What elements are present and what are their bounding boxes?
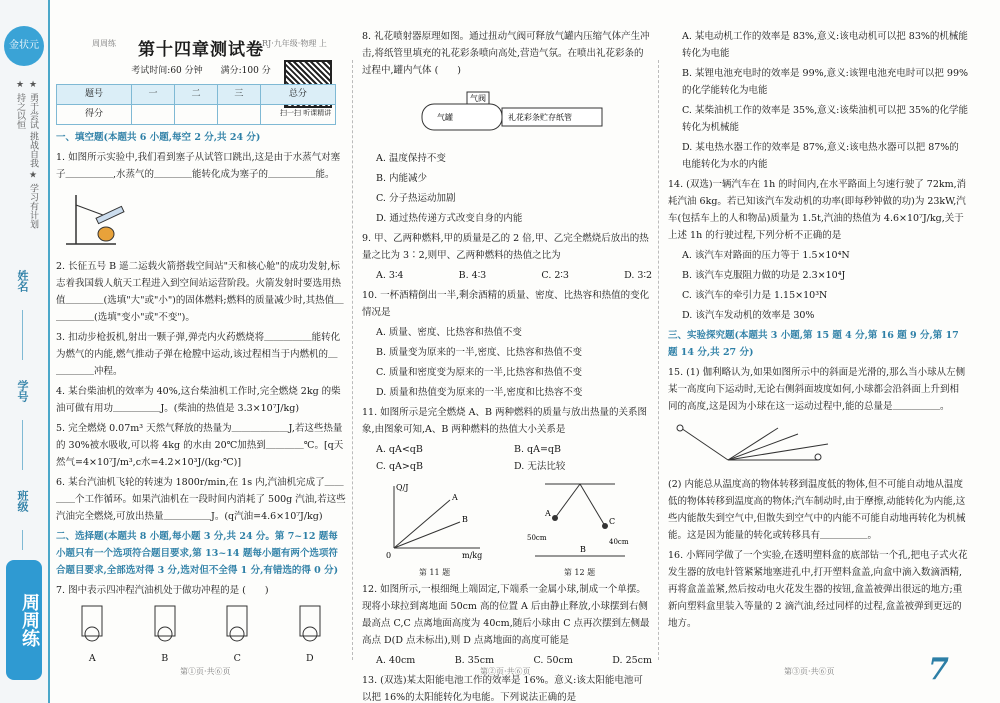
engine-label: D [305, 653, 314, 664]
fig11-caption: 第 11 题 [418, 568, 451, 577]
question-16: 16. 小辉同学做了一个实验,在透明塑料盒的底部钻一个孔,把电子式火花发生器的放电针管紧紧地塞进孔中,打开塑料盒盖,向盒中滴入数滴酒精,再将盒盖盖紧,然后按动电火花发生器的按钮,盒盖被弹出很远的地方;重新向塑料盒里装入等量的 2 滴汽油,经过同样的过程,盒盖被弹到更远的地方。 [668, 550, 968, 629]
score-row-label: 得分 [57, 105, 132, 125]
engine-option[interactable] [145, 602, 185, 667]
figure-captions [362, 564, 652, 581]
question-7 [56, 582, 346, 599]
q9-option[interactable]: D. 3∶2 [624, 270, 652, 281]
page-number: 7 [928, 652, 949, 687]
q12-option[interactable]: A. 40cm [376, 655, 416, 666]
q8-option-b[interactable]: B. 内能减少 [376, 173, 428, 184]
q11-option[interactable]: C. qA>qB [376, 461, 423, 472]
q9-option[interactable]: A. 3∶4 [376, 270, 404, 281]
q10-option-b[interactable]: B. 质量变为原来的一半,密度、比热容和热值不变 [376, 347, 583, 358]
q14-option-d[interactable]: D. 该汽车发动机的效率是 30% [682, 310, 815, 321]
question-13: 13. (双选)某太阳能电池工作的效率是 16%。意义:该太阳能电池可以把 16%的太阳能转化为电能。下列说法正确的是 [362, 675, 643, 703]
question-6: 6. 某台汽油机飞轮的转速为 1800r/min,在 1s 内,汽油机完成了＿＿＿＿个工作循环。如果汽油机在一段时间内消耗了 500g 汽油,若这些汽油完全燃烧,可放出热量＿＿＿＿＿J。(q汽油=4.6×10⁷J/kg) [56, 477, 346, 522]
q12-figure [525, 478, 635, 564]
question-1: 1. 如图所示实验中,我们看到塞子从试管口跳出,这是由于水蒸气对塞子＿＿＿＿＿,水蒸气的＿＿＿＿能转化成为塞子的＿＿＿＿＿能。 [56, 152, 341, 180]
question-2: 2. 长征五号 B 遥二运载火箭搭载空间站"天和核心舱"的成功发射,标志着我国载人航天工程进入到空间站运营阶段。火箭发射时要选用热值＿＿＿＿(选填"大"或"小")的固体燃料;燃料的质量减少时,其热值＿＿＿＿＿(选填"变小"或"不变")。 [56, 261, 344, 323]
q8-option-c[interactable]: C. 分子热运动加剧 [376, 193, 456, 204]
q11-figure [380, 478, 490, 564]
q13-option-a[interactable]: A. 某电动机工作的效率是 83%,意义:该电动机可以把 83%的机械能转化为电能 [682, 31, 968, 59]
q11-option[interactable]: B. qA=qB [514, 444, 561, 455]
engine-option[interactable] [217, 602, 257, 667]
q12-option[interactable]: B. 35cm [454, 655, 495, 666]
question-5: 5. 完全燃烧 0.07m³ 天然气释放的热量为＿＿＿＿＿＿J,若这些热量的 30%被水吸收,可以将 4kg 的水由 20℃加热到＿＿＿＿℃。[q天然气=4×10⁷J/m³,c水=4.2×10³J/(kg·℃)] [56, 423, 344, 468]
q8-option-d[interactable]: D. 通过热传递方式改变自身的内能 [376, 213, 523, 224]
fig12-c: C [608, 517, 615, 526]
q14-option-a[interactable]: A. 该汽车对路面的压力等于 1.5×10⁴N [682, 250, 850, 261]
strip-slogan: ★ 勇于尝试 挑战自我 ★ 学习有计划 ★ 持之以恒 [15, 80, 38, 229]
score-header: 二 [175, 85, 218, 105]
exam-meta: 考试时间:60 分钟 满分:100 分 [131, 66, 271, 76]
score-header: 总分 [260, 85, 335, 105]
q1-figure [56, 190, 146, 248]
score-header: 一 [132, 85, 175, 105]
question-10: 10. 一杯酒精倒出一半,剩余酒精的质量、密度、比热容和热值的变化情况是 [362, 290, 650, 318]
score-cell[interactable] [175, 105, 218, 125]
column-3 [668, 28, 968, 635]
footer-page-2: 第②页·共⑥页 [480, 667, 531, 676]
q14-option-c[interactable]: C. 该汽车的牵引力是 1.15×10³N [682, 290, 828, 301]
score-header: 三 [217, 85, 260, 105]
q9-option[interactable]: C. 2∶3 [541, 270, 569, 281]
engine-label: A [88, 653, 96, 664]
name-line [22, 310, 23, 360]
fig12-h2: 40cm [608, 538, 628, 546]
q11-q12-figures [362, 478, 652, 564]
tank-label: 气罐 [437, 113, 453, 122]
column-divider [658, 60, 659, 660]
q11-option[interactable]: D. 无法比较 [514, 461, 566, 472]
engine-label: C [233, 653, 241, 664]
edition-label: RJ·九年级·物理 上 [262, 39, 327, 48]
line-b [394, 522, 460, 548]
score-cell[interactable] [132, 105, 175, 125]
brand-sub: 周周练 [92, 39, 116, 48]
page-title: 第十四章测试卷 [138, 40, 264, 60]
question-7-text: 7. 图中表示四冲程汽油机处于做功冲程的是 [56, 585, 240, 596]
engine-option[interactable] [72, 602, 112, 667]
q14-option-b[interactable]: B. 该汽车克服阻力做的功是 2.3×10⁴J [682, 270, 846, 281]
name-label: 姓名 [16, 270, 29, 292]
q8-option-a[interactable]: A. 温度保持不变 [376, 153, 446, 164]
column-divider [352, 60, 353, 660]
q7-engines [56, 602, 346, 667]
question-4: 4. 某台柴油机的效率为 40%,这台柴油机工作时,完全燃烧 2kg 的柴油可做有用功＿＿＿＿＿J。(柴油的热值是 3.3×10⁷J/kg) [56, 386, 341, 414]
fig12-a: A [544, 509, 551, 518]
q10-option-d[interactable]: D. 质量和热值变为原来的一半,密度和比热容不变 [376, 387, 583, 398]
fig11-line-b-label: B [461, 515, 468, 524]
fig12-b: B [579, 545, 586, 554]
section-experiment: 三、实验探究题(本题共 3 小题,第 15 题 4 分,第 16 题 9 分,第 17 题 14 分,共 27 分) [668, 330, 959, 358]
q10-option-a[interactable]: A. 质量、密度、比热容和热值不变 [376, 327, 522, 338]
engine-label: B [161, 653, 169, 664]
footer-page-1: 第①页·共⑥页 [180, 667, 231, 676]
score-cell[interactable] [217, 105, 260, 125]
question-3: 3. 扣动步枪扳机,射出一颗子弹,弹壳内火药燃烧将＿＿＿＿＿能转化为燃气的内能,燃气推动子弹在枪膛中运动,该过程相当于内燃机的＿＿＿＿＿冲程。 [56, 332, 341, 377]
student-id-line [22, 420, 23, 470]
q13-option-d[interactable]: D. 某电热水器工作的效率是 87%,意义:该电热水器可以把 87%的电能转化为水的内能 [682, 142, 959, 170]
class-label: 班级 [16, 490, 29, 512]
question-8-text: 8. 礼花喷射器原理如图。通过扭动气阀可释放气罐内压缩气体产生冲击,将纸管里填充的礼花彩条喷向高处,营造气氛。在喷出礼花彩条的过程中,罐内气体 [362, 31, 650, 76]
left-strip [0, 0, 50, 703]
q9-option[interactable]: B. 4∶3 [458, 270, 487, 281]
q13-option-c[interactable]: C. 某柴油机工作的效率是 35%,意义:该柴油机可以把 35%的化学能转化为机械能 [682, 105, 968, 133]
question-9: 9. 甲、乙两种燃料,甲的质量是乙的 2 倍,甲、乙完全燃烧后放出的热量之比为 3∶2,则甲、乙两种燃料的热值之比为 [362, 233, 649, 261]
question-15: 15. (1) 伽利略认为,如果如图所示中的斜面是光滑的,那么当小球从左侧某一高度向下运动时,无论右侧斜面坡度如何,小球都会沿斜面上升到相同的高度,这是因为小球在这一运动过程中,能的总量是＿＿＿＿＿。 [668, 367, 966, 412]
fig11-origin: 0 [385, 551, 391, 560]
question-11: 11. 如图所示是完全燃烧 A、B 两种燃料的质量与放出热量的关系图象,由图象可知,A、B 两种燃料的热值大小关系是 [362, 407, 648, 435]
column-2 [362, 28, 652, 703]
q11-option[interactable]: A. qA<qB [376, 444, 423, 455]
strip-brand: 周周练 [6, 560, 42, 680]
answer-paren: ( ) [434, 65, 461, 76]
footer-page-3: 第③页·共⑥页 [784, 667, 835, 676]
question-14: 14. (双选)一辆汽车在 1h 的时间内,在水平路面上匀速行驶了 72km,消耗汽油 6kg。若已知该汽车发动机的功率(即每秒钟做的功)为 23kW,汽车(包括车上的人和物品)质量为 1.5t,汽油的热值为 4.6×10⁷J/kg,关于上述 1h 的行驶过程,下列分析不正确的是 [668, 179, 967, 241]
question-15-part-2: (2) 内能总从温度高的物体转移到温度低的物体,但不可能自动地从温度低的物体转移到温度高的物体;汽车制动时,由于摩擦,动能转化为内能,这些内能散失到空气中,但散失到空气中的内能不可能自动地再转化为机械能。这是因为能量的转化或转移具有＿＿＿＿＿。 [668, 479, 966, 541]
engine-option[interactable] [290, 602, 330, 667]
fig11-line-a-label: A [451, 493, 458, 502]
score-cell[interactable] [260, 105, 335, 125]
q12-option[interactable]: C. 50cm [533, 655, 573, 666]
student-id-label: 学号 [16, 380, 29, 402]
answer-paren: ( ) [242, 585, 269, 596]
valve-label: 气阀 [470, 94, 486, 103]
score-table [56, 84, 336, 125]
q10-option-c[interactable]: C. 质量和密度变为原来的一半,比热容和热值不变 [376, 367, 582, 378]
question-12: 12. 如图所示,一根细绳上端固定,下端系一金属小球,制成一个单摆。现将小球拉到离地面 50cm 高的位置 A 后由静止释放,小球摆到右侧最高点 C,C 点离地面高度为 40cm,随后小球由 C 点再次摆到左侧最高点 D(D 点未标出),则 D 点离地面的高度可能是 [362, 584, 650, 646]
q13-option-b[interactable]: B. 某锂电池充电时的效率是 99%,意义:该锂电池充电时可以把 99%的化学能转化为电能 [682, 68, 969, 96]
q12-option[interactable]: D. 25cm [612, 655, 652, 666]
fig11-xlabel: m/kg [461, 551, 482, 560]
question-8 [362, 28, 652, 79]
line-a [394, 500, 450, 548]
q11-options [362, 441, 652, 475]
section-fill-blank: 一、填空题(本题共 6 小题,每空 2 分,共 24 分) [56, 132, 261, 143]
fig12-h1: 50cm [526, 534, 546, 542]
q8-figure [362, 86, 642, 140]
tube-label: 礼花彩条贮存纸管 [508, 113, 572, 122]
q9-options [362, 267, 652, 284]
q15-figure [668, 422, 868, 466]
qr-caption: 扫一扫 听课精讲 [280, 109, 332, 117]
score-header: 题号 [57, 85, 132, 105]
fig11-ylabel: Q/J [395, 483, 408, 492]
brand-logo: 金状元 [4, 26, 44, 66]
column-1 [56, 28, 346, 667]
fig12-caption: 第 12 题 [563, 568, 596, 577]
class-line [22, 530, 23, 550]
section-choice: 二、选择题(本题共 8 小题,每小题 3 分,共 24 分。第 7~12 题每小题只有一个选项符合题目要求,第 13~14 题每小题有两个选项符合题目要求,全部选对得 3 分,选对但不全得 1 分,有错选的得 0 分) [56, 531, 339, 576]
